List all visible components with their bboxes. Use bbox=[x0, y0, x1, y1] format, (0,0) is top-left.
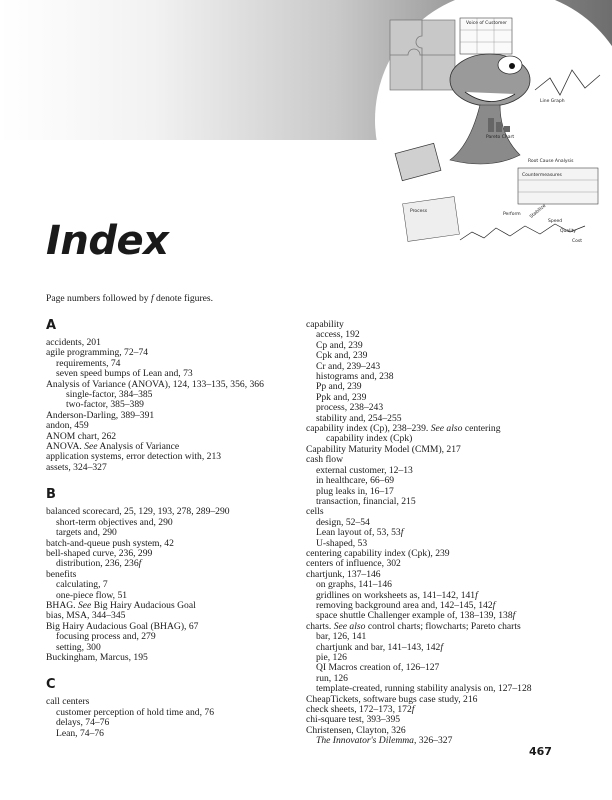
index-entry: capability index (Cp), 238–239. See also centering bbox=[306, 423, 501, 435]
index-entry: assets, 324–327 bbox=[46, 461, 107, 473]
index-subentry: calculating, 7 bbox=[56, 579, 108, 591]
index-subentry: bar, 126, 141 bbox=[316, 631, 367, 643]
index-entry: BHAG. See Big Hairy Audacious Goal bbox=[46, 599, 196, 611]
index-section-a bbox=[46, 318, 306, 473]
index-subentry: setting, 300 bbox=[56, 641, 101, 653]
index-subentry: external customer, 12–13 bbox=[316, 464, 413, 476]
index-intro-note bbox=[46, 293, 213, 304]
index-subentry: requirements, 74 bbox=[56, 357, 121, 369]
section-letter-heading: B bbox=[46, 487, 56, 503]
intro-text: denote figures. bbox=[153, 293, 214, 304]
index-entry: batch-and-queue push system, 42 bbox=[46, 537, 174, 549]
cartoon-illustration bbox=[360, 0, 612, 260]
index-subentry: distribution, 236, 236f bbox=[56, 558, 142, 570]
index-subentry: design, 52–54 bbox=[316, 516, 370, 528]
illustration-label: Countermeasures bbox=[522, 173, 562, 178]
index-entry: agile programming, 72–74 bbox=[46, 347, 149, 359]
index-subentry: plug leaks in, 16–17 bbox=[316, 485, 394, 497]
index-subentry: in healthcare, 66–69 bbox=[316, 475, 395, 487]
illustration-label: Cost bbox=[572, 239, 583, 244]
index-entry: bell-shaped curve, 236, 299 bbox=[46, 547, 153, 559]
index-entry: andon, 459 bbox=[46, 420, 89, 432]
index-entry: Capability Maturity Model (CMM), 217 bbox=[306, 443, 461, 455]
index-subentry: short-term objectives and, 290 bbox=[56, 516, 173, 528]
index-subentry: stability and, 254–255 bbox=[316, 412, 402, 424]
index-entry: charts. See also control charts; flowcharts; Pareto charts bbox=[306, 620, 521, 632]
illustration-label: Quality bbox=[560, 229, 577, 234]
illustration-label: Process bbox=[410, 209, 428, 214]
index-subentry: Pp and, 239 bbox=[316, 381, 362, 393]
index-section-b bbox=[46, 487, 306, 663]
index-entry: centers of influence, 302 bbox=[306, 558, 401, 570]
index-entry: cash flow bbox=[306, 454, 344, 466]
index-subentry: Lean layout of, 53, 53f bbox=[316, 527, 404, 539]
illustration-label: Perform bbox=[503, 212, 521, 217]
index-subentry: Cp and, 239 bbox=[316, 339, 363, 351]
index-subentry: on graphs, 141–146 bbox=[316, 579, 392, 591]
index-entry: Anderson-Darling, 389–391 bbox=[46, 409, 155, 421]
index-subentry: Ppk and, 239 bbox=[316, 391, 367, 403]
index-entry: chartjunk, 137–146 bbox=[306, 568, 381, 580]
index-entry: capability bbox=[306, 319, 344, 330]
index-subentry: chartjunk and bar, 141–143, 142f bbox=[316, 641, 443, 653]
illustration-label: Stabilize bbox=[529, 203, 548, 220]
index-subentry: transaction, financial, 215 bbox=[316, 495, 416, 507]
page-title: Index bbox=[46, 218, 169, 264]
index-entry: balanced scorecard, 25, 129, 193, 278, 289–290 bbox=[46, 506, 230, 518]
index-subentry: Cpk and, 239 bbox=[316, 350, 368, 362]
illustration-label: Pareto Chart bbox=[486, 135, 515, 140]
index-subentry: one-piece flow, 51 bbox=[56, 589, 128, 601]
index-entry: call centers bbox=[46, 696, 90, 708]
index-subentry: seven speed bumps of Lean and, 73 bbox=[56, 368, 193, 380]
illustration-label: Line Graph bbox=[540, 99, 565, 104]
index-entry: Big Hairy Audacious Goal (BHAG), 67 bbox=[46, 620, 199, 632]
index-subentry: delays, 74–76 bbox=[56, 717, 110, 729]
index-subentry: removing background area and, 142–145, 142f bbox=[316, 599, 496, 611]
index-subentry: U-shaped, 53 bbox=[316, 537, 368, 549]
index-subentry: customer perception of hold time and, 76 bbox=[56, 706, 214, 718]
index-entry: check sheets, 172–173, 172f bbox=[306, 704, 415, 716]
index-subentry: capability index (Cpk) bbox=[326, 433, 413, 445]
index-subentry: targets and, 290 bbox=[56, 527, 117, 539]
index-subentry: focusing process and, 279 bbox=[56, 631, 156, 643]
index-subentry: template-created, running stability analysis on, 127–128 bbox=[316, 683, 532, 695]
index-entry: Buckingham, Marcus, 195 bbox=[46, 651, 148, 663]
index-column-left bbox=[46, 318, 306, 753]
index-entry: CheapTickets, software bugs case study, 216 bbox=[306, 693, 478, 705]
index-section-c bbox=[46, 677, 306, 739]
index-entry: ANOM chart, 262 bbox=[46, 430, 117, 442]
index-entry: chi-square test, 393–395 bbox=[306, 714, 401, 726]
page-number: 467 bbox=[529, 745, 552, 758]
index-subentry: The Innovator's Dilemma, 326–327 bbox=[316, 735, 453, 747]
index-entry: accidents, 201 bbox=[46, 337, 101, 348]
index-subentry: pie, 126 bbox=[316, 652, 347, 663]
index-entry: bias, MSA, 344–345 bbox=[46, 610, 126, 622]
intro-text: Page numbers followed by bbox=[46, 293, 151, 304]
index-subentry: space shuttle Challenger example of, 138–139, 138f bbox=[316, 610, 516, 622]
index-entry: ANOVA. See Analysis of Variance bbox=[46, 441, 180, 453]
index-subentry: Cr and, 239–243 bbox=[316, 360, 381, 372]
section-letter-heading: A bbox=[46, 318, 57, 333]
index-subentry: run, 126 bbox=[316, 672, 348, 684]
index-entry: Analysis of Variance (ANOVA), 124, 133–135, 356, 366 bbox=[46, 378, 264, 390]
index-subentry: Lean, 74–76 bbox=[56, 727, 104, 739]
index-subentry: gridlines on worksheets as, 141–142, 141f bbox=[316, 589, 478, 601]
index-subentry: access, 192 bbox=[316, 329, 360, 341]
index-entry: application systems, error detection with, 213 bbox=[46, 451, 222, 463]
index-column-right bbox=[306, 320, 586, 747]
index-subentry: two-factor, 385–389 bbox=[66, 399, 144, 411]
index-entry: cells bbox=[306, 506, 324, 518]
index-subentry: process, 238–243 bbox=[316, 402, 384, 414]
index-entry: Christensen, Clayton, 326 bbox=[306, 724, 406, 736]
index-entry: centering capability index (Cpk), 239 bbox=[306, 547, 450, 559]
index-subentry: QI Macros creation of, 126–127 bbox=[316, 662, 440, 674]
illustration-label: Root Cause Analysis bbox=[528, 159, 574, 164]
illustration-label: Voice of Customer bbox=[466, 21, 508, 26]
index-subentry: single-factor, 384–385 bbox=[66, 389, 153, 401]
section-letter-heading: C bbox=[46, 677, 56, 693]
illustration-label: Speed bbox=[548, 219, 563, 224]
process-flow-sheet bbox=[403, 197, 460, 242]
intro-figure-marker: f bbox=[150, 293, 154, 304]
index-entry: benefits bbox=[46, 568, 77, 580]
index-subentry: histograms and, 238 bbox=[316, 371, 394, 383]
